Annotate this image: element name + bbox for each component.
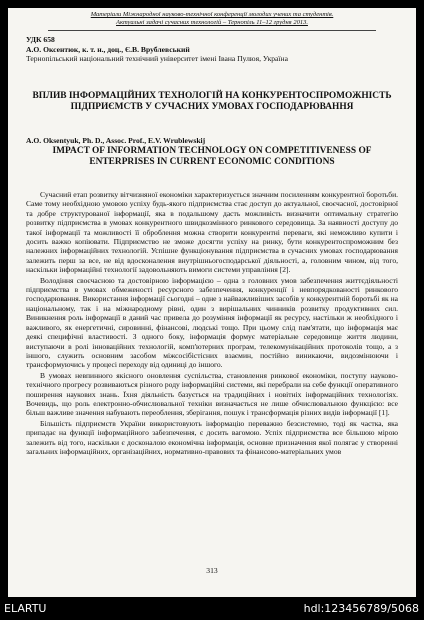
- viewer-footer: [0, 602, 424, 616]
- handle-id: hdl:123456789/5068: [303, 602, 419, 615]
- paragraph: Володіння своєчасною та достовірною інформацією – одна з головних умов забезпечення життєдіяльності підприємства в умовах обмеженості ресурсного забезпечення, конкуренції і невпорядкованості ринкового господарювання. Використання інформації сьогодні – одне з найважливіших засобів у конкурентній боротьбі як на національному, так і на міжнародному рівні, один з вирішальних чинників розвитку продуктивних сил. Виникнення роль інформації в даний час привела до розуміння інформації як ресурсу, настільки ж необхідного і важливого, як енергетичні, сировинні, фінансові, людські тощо. При цьому слід пам'ятати, що інформація має деякі специфічні властивості. З одного боку, інформація формує матеріальне середовище життя людини, виступаючи в ролі інноваційних технологій, комп'ютерних програм, телекомунікаційних протоколів тощо, а з іншого, служить основним засобом міжсосібістісних взаємин, постійно виникаючи, видозмінюючи і трансформуючись у процесі переходу від одиниці до іншого.: [26, 275, 398, 370]
- article-body: [26, 190, 398, 457]
- authors-en: A.O. Oksentyuk, Ph. D., Assoc. Prof., E.V. Wrublewskij: [26, 136, 206, 145]
- affiliation: Тернопільський національний технічний університет імені Івана Пулюя, Україна: [26, 54, 288, 64]
- repository-name: ELARTU: [4, 602, 47, 615]
- title-ua: ВПЛИВ ІНФОРМАЦІЙНИХ ТЕХНОЛОГІЙ НА КОНКУРЕНТОСПРОМОЖНІСТЬ ПІДПРИЄМСТВ У СУЧАСНИХ УМОВАХ ГОСПОДАРЮВАННЯ: [32, 91, 392, 112]
- header-line-2: Актуальні задачі сучасних технологій – Тернопіль 11–12 грудня 2013.: [116, 19, 308, 26]
- paragraph: Більшість підприємств України використовують інформацію переважно безсистемно, тоді як частка, яка припадає на функції інформаційного забезпечення, є досить вагомою. Успіх підприємства все більшою мірою залежить від того, наскільки є досконалою економічна інформація, основне призначення якої полягає у створенні загальних інформаційних, організаційних, нормативно-правових та фінансово-матеріальних умов: [26, 418, 398, 456]
- authors-ua: А.О. Оксентюк, к. т. н., доц., Є.В. Врублевський: [26, 44, 190, 54]
- paragraph: Сучасний етап розвитку вітчизняної економіки характеризується значним посиленням конкурентної боротьби. Саме тому необхідною умовою успіху будь-якого підприємства стає доступ до актуальної, своєчасної, достовірної та добре структурованої інформації, яка в подальшому дасть можливість визначити оптимальну стратегію розвитку підприємства в умовах конкурентного швидкозмінного ринкового середовища. За наявності доступу до такої інформації та можливості її оброблення можна створити конкурентні переваги, які неможливо купити і досить важко копіювати. Підприємство не зможе досягти успіху на ринку, бути конкурентоспроможним без належних інформаційних технологій. Успішне функціонування підприємства в сучасних умовах господарювання залежить перш за все, не від вдосконалення внутрішньогосподарської діяльності, а, головним чином, від того, наскільки інформаційні технології задовольняють вимоги системи управління [2].: [26, 190, 398, 275]
- page-number: 313: [206, 566, 218, 575]
- document-page: [8, 8, 416, 597]
- paragraph: В умовах невпинного якісного оновлення суспільства, становлення ринкової економіки, поступу науково-технічного прогресу розвиваються різного роду інформаційні системи, які перебрали на себе функції оперативного поширення наукових знань. Їхня діяльність базується на традиційних і новітніх інформаційних технологіях. Вочевидь, що роль електронно-обчислювальної техніки визначається не лише обчислювальною функцією: все більш важливе значення набувають переоблення, зберігання, пошук і трансформація різних видів інформації [1].: [26, 370, 398, 418]
- header-divider: [48, 30, 376, 31]
- article-meta: [26, 35, 288, 64]
- running-header: [8, 11, 416, 27]
- title-en: IMPACT OF INFORMATION TECHNOLOGY ON COMPETITIVENESS OF ENTERPRISES IN CURRENT ECONOMIC CONDITIONS: [52, 146, 372, 167]
- header-line-1: Матеріали Міжнародної науково-технічної конференції молодих учених та студентів.: [90, 11, 334, 18]
- udc-code: УДК 658: [26, 35, 55, 44]
